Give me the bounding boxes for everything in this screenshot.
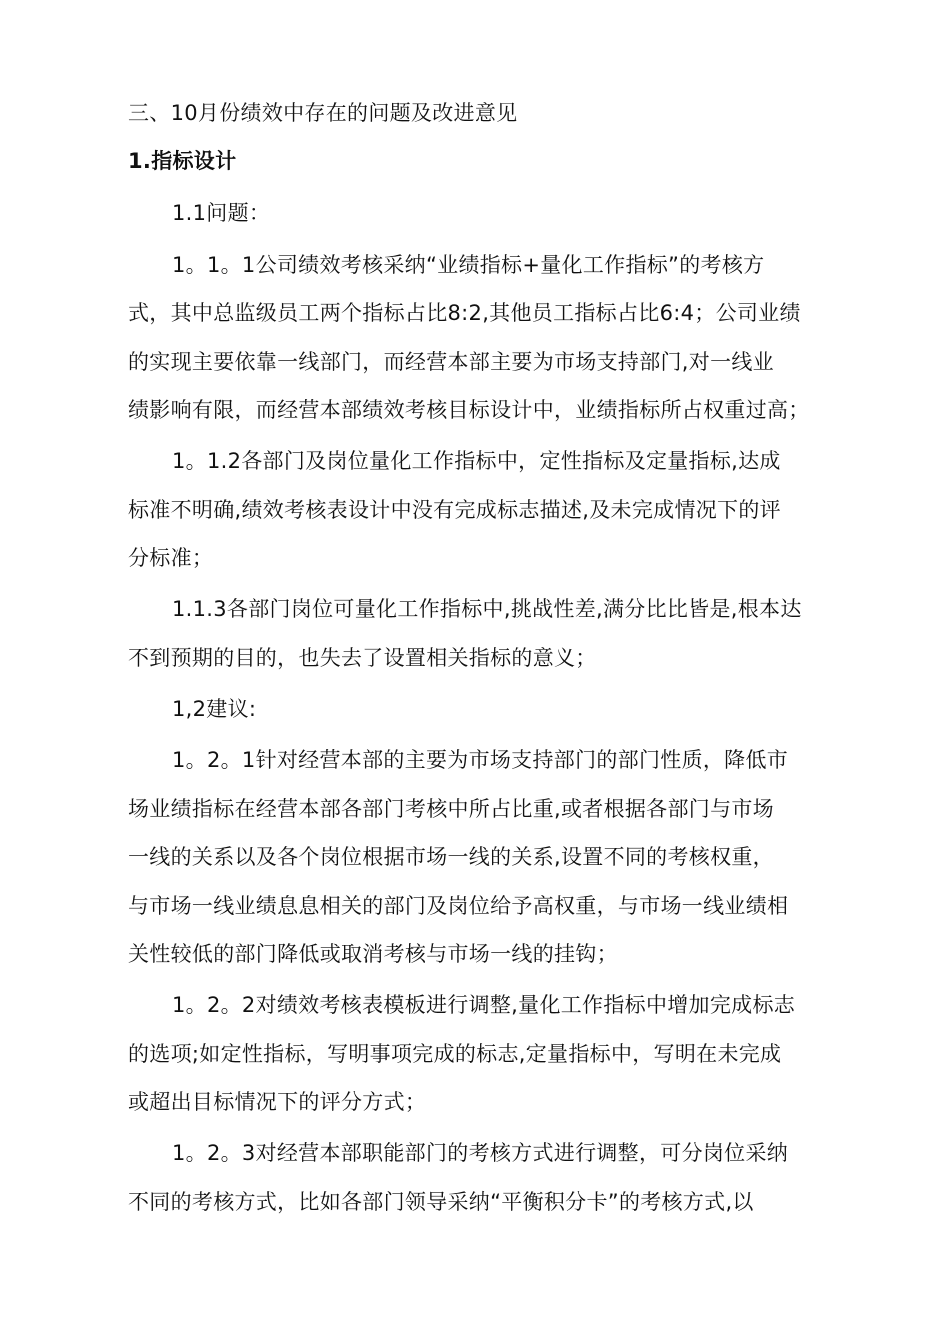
paragraph-line: 场业绩指标在经营本部各部门考核中所占比重,或者根据各部门与市场 bbox=[128, 797, 774, 821]
paragraph-line: 1.1问题： bbox=[172, 201, 271, 225]
paragraph-line: 分标准； bbox=[128, 546, 214, 570]
paragraph-line: 的选项;如定性指标，写明事项完成的标志,定量指标中，写明在未完成 bbox=[128, 1042, 782, 1066]
paragraph-line: 1。2。3对经营本部职能部门的考核方式进行调整，可分岗位采纳 bbox=[172, 1141, 789, 1165]
paragraph-line: 1。2。2对绩效考核表模板进行调整,量化工作指标中增加完成标志 bbox=[172, 993, 796, 1017]
paragraph-line: 1。1。1公司绩效考核采纳“业绩指标+量化工作指标”的考核方 bbox=[172, 253, 765, 277]
paragraph-line: 绩影响有限，而经营本部绩效考核目标设计中，业绩指标所占权重过高； bbox=[128, 398, 810, 422]
paragraph-line: 一线的关系以及各个岗位根据市场一线的关系,设置不同的考核权重， bbox=[128, 845, 774, 869]
subsection-title: 1.指标设计 bbox=[128, 149, 237, 173]
paragraph-line: 1.1.3各部门岗位可量化工作指标中,挑战性差,满分比比皆是,根本达 bbox=[172, 597, 802, 621]
paragraph-line: 1。2。1针对经营本部的主要为市场支持部门的部门性质，降低市 bbox=[172, 748, 789, 772]
paragraph-line: 1。1.2各部门及岗位量化工作指标中，定性指标及定量指标,达成 bbox=[172, 449, 781, 473]
paragraph-line: 不到预期的目的，也失去了设置相关指标的意义； bbox=[128, 646, 597, 670]
paragraph-line: 式，其中总监级员工两个指标占比8:2,其他员工指标占比6:4；公司业绩 bbox=[128, 301, 801, 325]
paragraph-line: 1,2建议: bbox=[172, 697, 257, 721]
paragraph-line: 不同的考核方式，比如各部门领导采纳“平衡积分卡”的考核方式,以 bbox=[128, 1190, 754, 1214]
paragraph-line: 或超出目标情况下的评分方式； bbox=[128, 1090, 427, 1114]
paragraph-line: 的实现主要依靠一线部门，而经营本部主要为市场支持部门,对一线业 bbox=[128, 350, 774, 374]
paragraph-line: 与市场一线业绩息息相关的部门及岗位给予高权重，与市场一线业绩相 bbox=[128, 894, 789, 918]
section-title: 三、10月份绩效中存在的问题及改进意见 bbox=[128, 101, 518, 125]
paragraph-line: 关性较低的部门降低或取消考核与市场一线的挂钩； bbox=[128, 942, 618, 966]
paragraph-line: 标准不明确,绩效考核表设计中没有完成标志描述,及未完成情况下的评 bbox=[128, 498, 781, 522]
